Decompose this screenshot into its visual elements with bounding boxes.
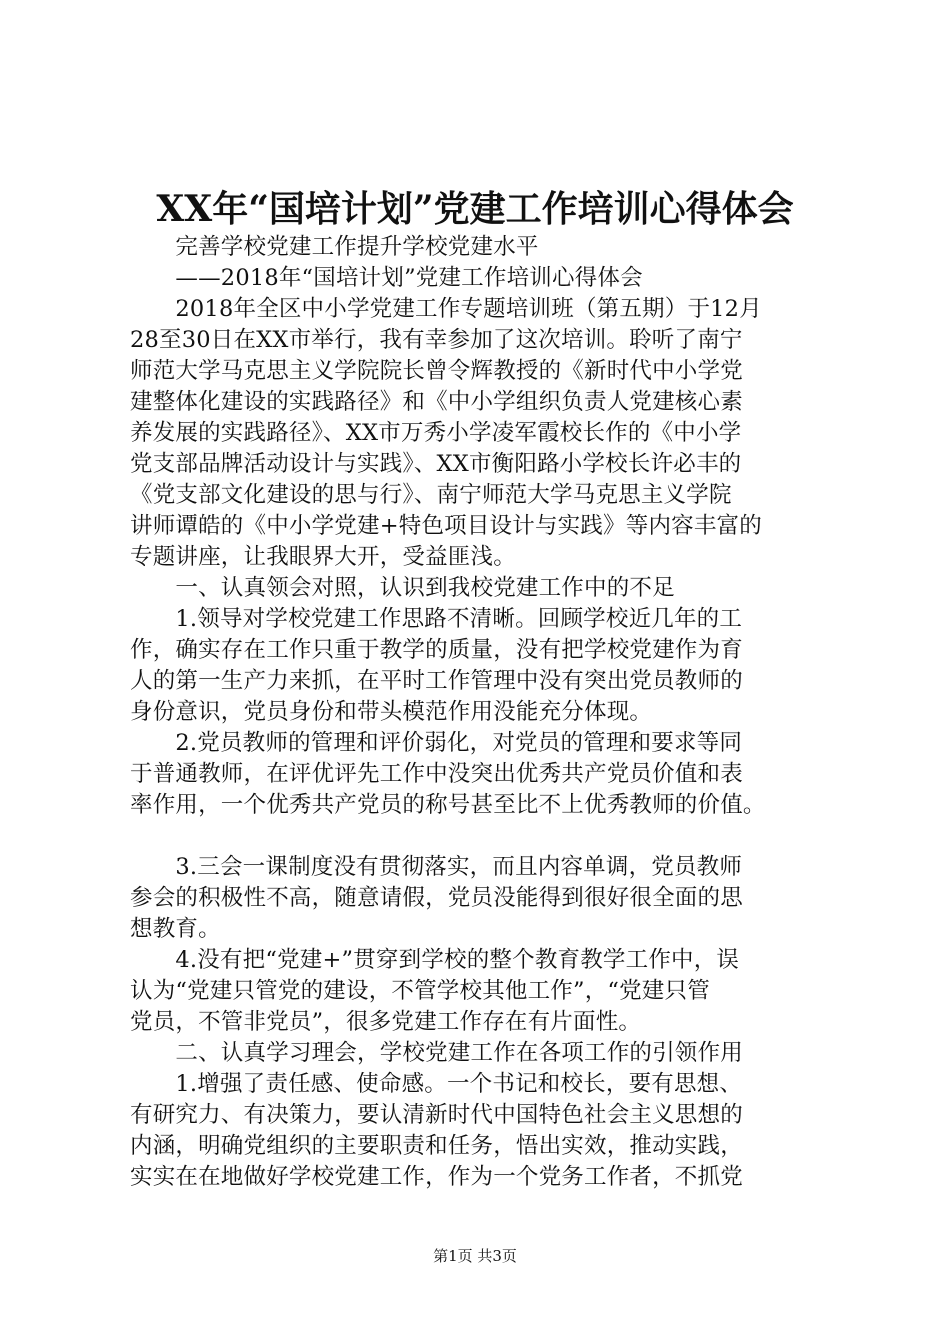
text-line: 有研究力、有决策力，要认清新时代中国特色社会主义思想的 <box>130 1102 743 1128</box>
text-line: 4.没有把“党建+”贯穿到学校的整个教育教学工作中，误 <box>130 947 740 973</box>
text-line: 率作用，一个优秀共产党员的称号甚至比不上优秀教师的价值。 <box>130 792 766 818</box>
text-line: 讲师谭皓的《中小学党建+特色项目设计与实践》等内容丰富的 <box>130 513 762 539</box>
text-line: 一、认真领会对照，认识到我校党建工作中的不足 <box>130 575 675 601</box>
text-line: 28至30日在XX市举行，我有幸参加了这次培训。聆听了南宁 <box>130 327 743 353</box>
text-line: 1.增强了责任感、使命感。一个书记和校长，要有思想、 <box>130 1071 743 1097</box>
text-line: 参会的积极性不高，随意请假，党员没能得到很好很全面的思 <box>130 885 743 911</box>
text-line: 党支部品牌活动设计与实践》、XX市衡阳路小学校长许必丰的 <box>130 451 742 477</box>
text-line: 1.领导对学校党建工作思路不清晰。回顾学校近几年的工 <box>130 606 743 632</box>
text-line: 党员，不管非党员”，很多党建工作存在有片面性。 <box>130 1009 642 1035</box>
text-line: 身份意识，党员身份和带头模范作用没能充分体现。 <box>130 699 653 725</box>
page-footer: 第1页 共3页 <box>433 1247 517 1265</box>
text-line: ——2018年“国培计划”党建工作培训心得体会 <box>130 265 643 291</box>
text-line: 实实在在地做好学校党建工作，作为一个党务工作者，不抓党 <box>130 1164 743 1190</box>
text-line: 3.三会一课制度没有贯彻落实，而且内容单调，党员教师 <box>130 854 743 880</box>
text-line: 完善学校党建工作提升学校党建水平 <box>130 234 539 260</box>
text-line: 二、认真学习理会，学校党建工作在各项工作的引领作用 <box>130 1040 743 1066</box>
blank-line <box>130 821 832 852</box>
text-line: 2018年全区中小学党建工作专题培训班（第五期）于12月 <box>130 296 762 322</box>
document-body <box>130 232 832 1193</box>
text-line: 《党支部文化建设的思与行》、南宁师范大学马克思主义学院 <box>130 482 732 508</box>
text-line: 专题讲座，让我眼界大开，受益匪浅。 <box>130 544 516 570</box>
text-line: 内涵，明确党组织的主要职责和任务，悟出实效，推动实践， <box>130 1133 743 1159</box>
document-title: XX年“国培计划”党建工作培训心得体会 <box>156 188 794 230</box>
text-line: 养发展的实践路径》、XX市万秀小学凌军霞校长作的《中小学 <box>130 420 742 446</box>
text-line: 认为“党建只管党的建设，不管学校其他工作”，“党建只管 <box>130 978 710 1004</box>
text-line: 作，确实存在工作只重于教学的质量，没有把学校党建作为育 <box>130 637 743 663</box>
text-line: 想教育。 <box>130 916 221 942</box>
text-line: 于普通教师，在评优评先工作中没突出优秀共产党员价值和表 <box>130 761 743 787</box>
text-line: 人的第一生产力来抓，在平时工作管理中没有突出党员教师的 <box>130 668 743 694</box>
text-line: 师范大学马克思主义学院院长曾令辉教授的《新时代中小学党 <box>130 358 743 384</box>
text-line: 2.党员教师的管理和评价弱化，对党员的管理和要求等同 <box>130 730 743 756</box>
text-line: 建整体化建设的实践路径》和《中小学组织负责人党建核心素 <box>130 389 743 415</box>
